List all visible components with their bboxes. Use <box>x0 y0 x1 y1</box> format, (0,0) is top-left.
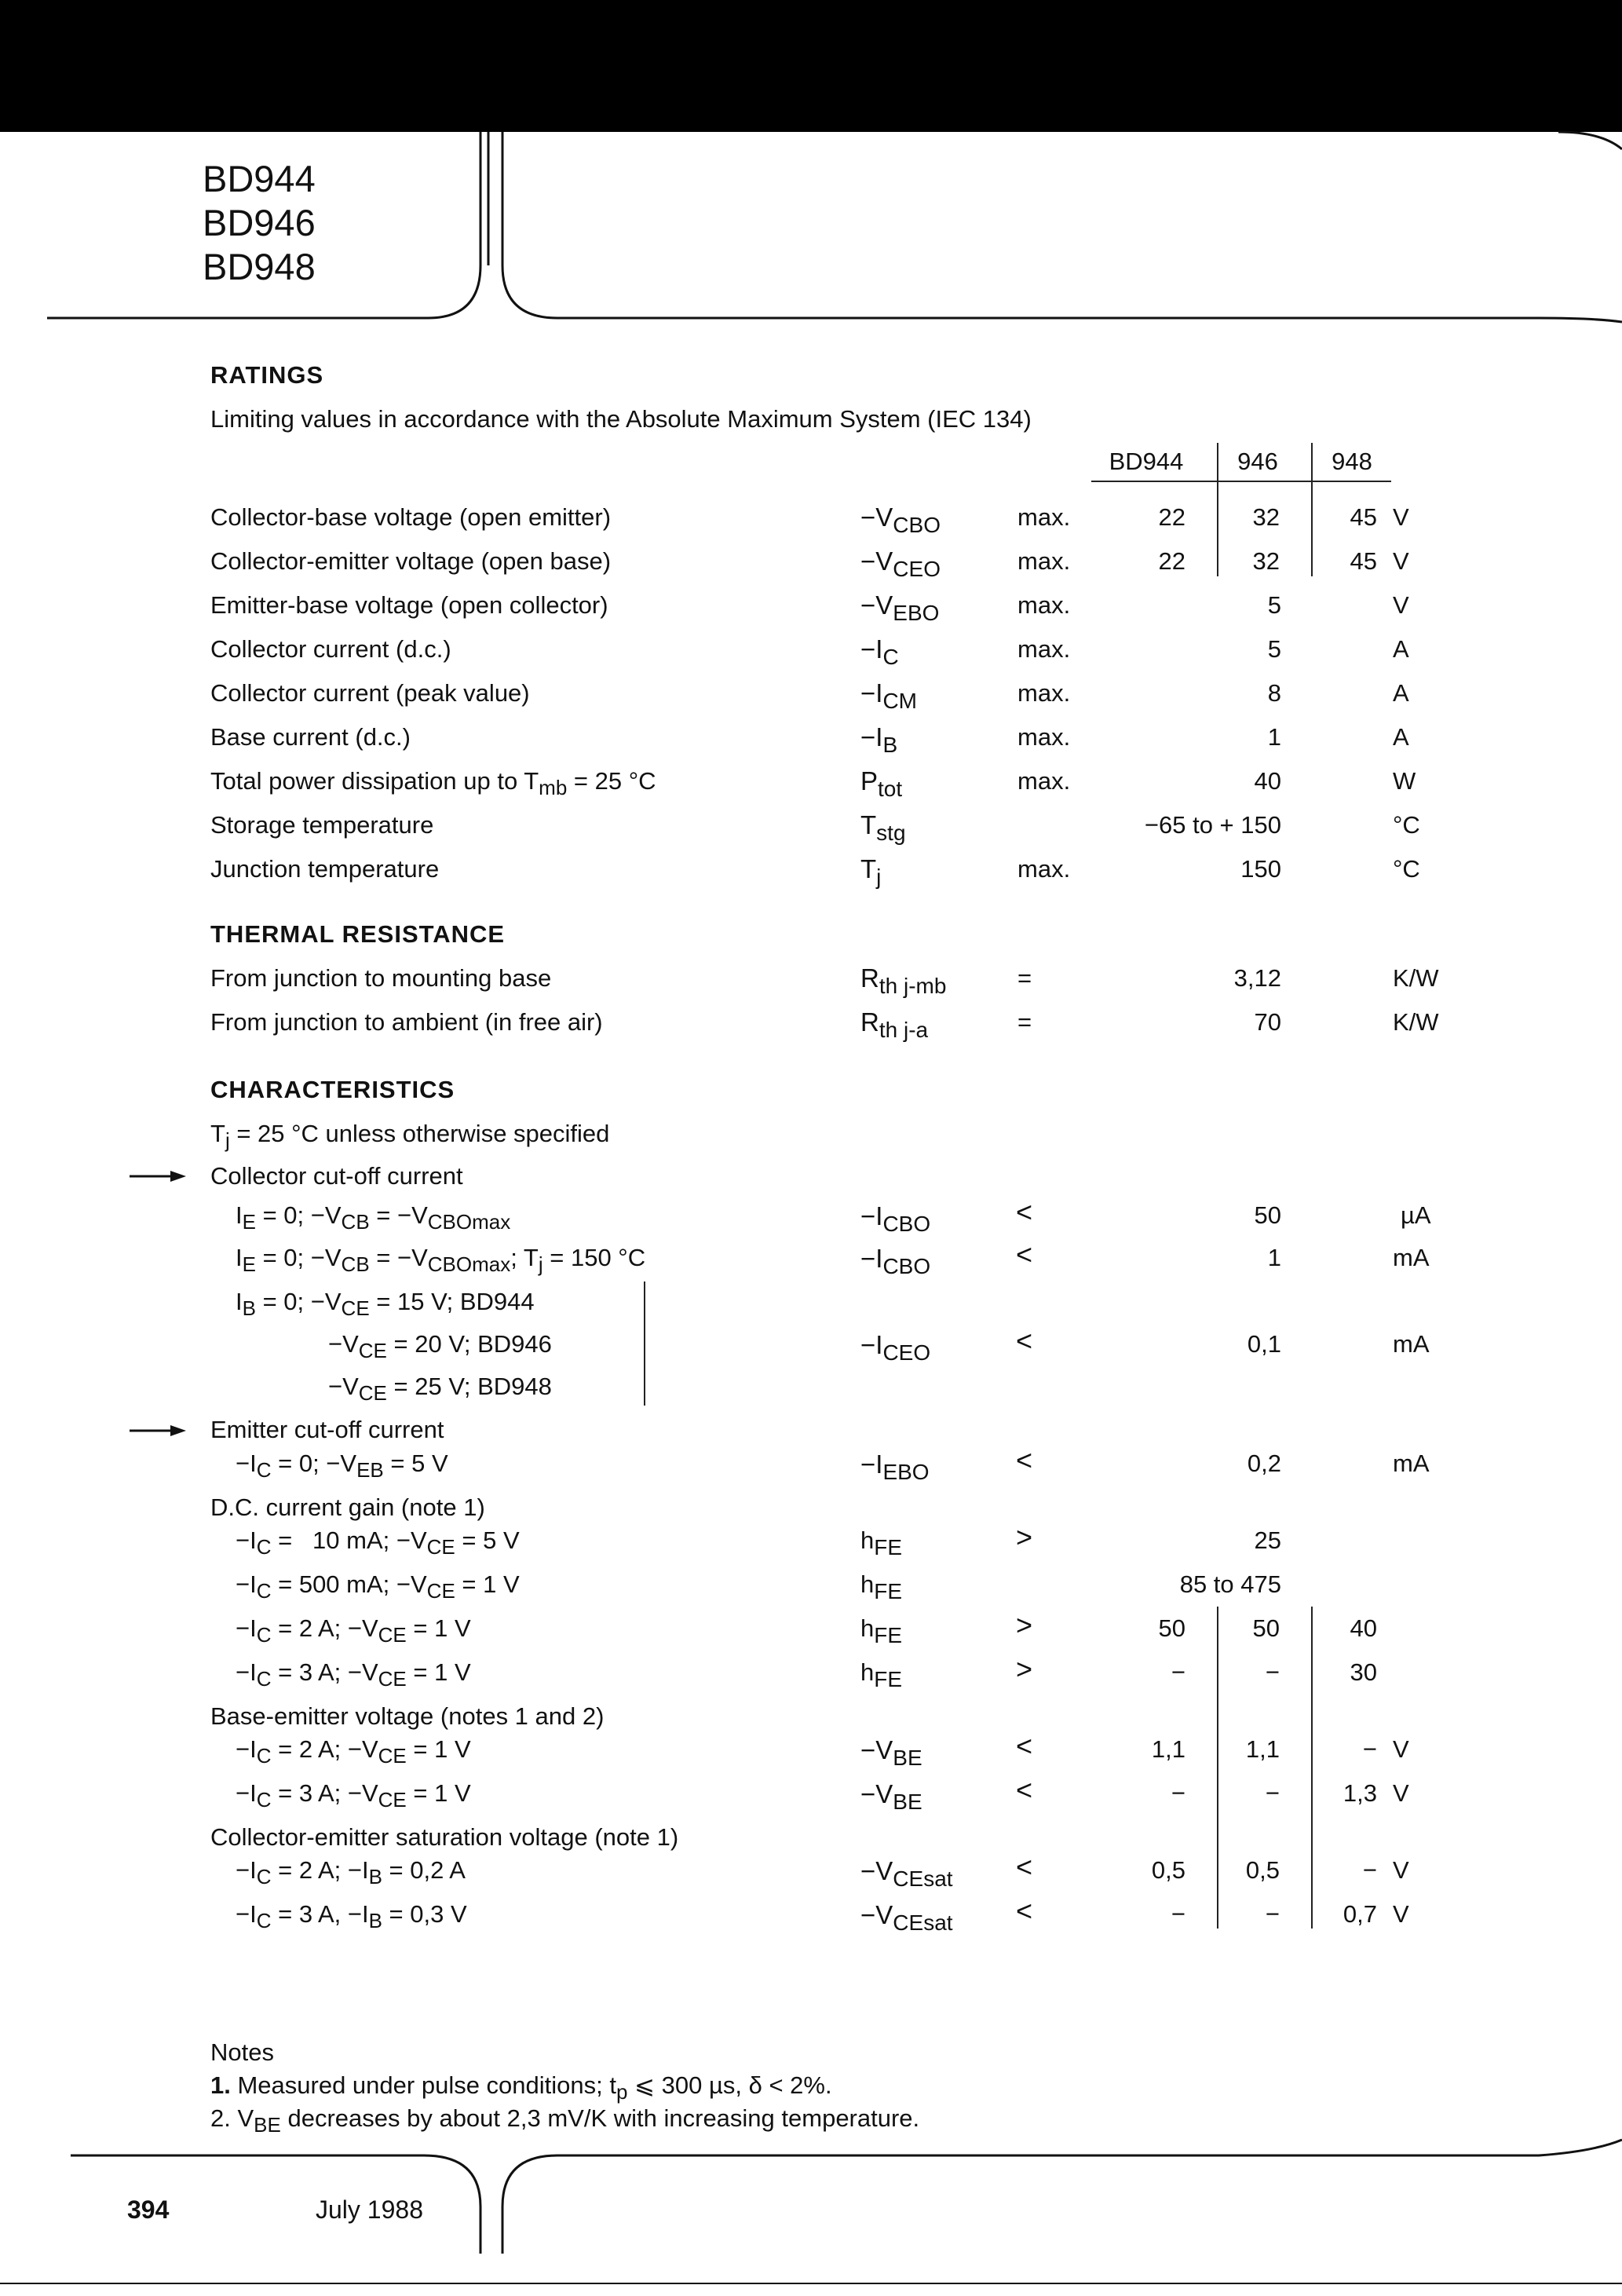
row-condition-text <box>236 1614 471 1647</box>
row-condition-text <box>236 1450 448 1482</box>
row-unit: °C <box>1393 855 1420 883</box>
row-condition-text <box>328 1373 552 1405</box>
value-bd946: 1,1 <box>1245 1735 1280 1763</box>
row-label: Collector-emitter voltage (open base) <box>210 547 612 575</box>
cond-sub: CE <box>378 1744 407 1768</box>
cond-part: = 0,3 V <box>382 1900 467 1928</box>
cond-part: = 500 mA; −V <box>271 1570 427 1598</box>
row-condition-text <box>236 1526 520 1559</box>
gain-title: D.C. current gain (note 1) <box>210 1493 485 1521</box>
row-symbol: −I <box>860 1201 883 1230</box>
row-label: Storage temperature <box>210 811 434 839</box>
row-symbol: −V <box>860 503 893 532</box>
cond-sub: C <box>256 1788 272 1812</box>
row-symbol-sub: B <box>882 733 898 757</box>
cond-part: −V <box>328 1330 359 1358</box>
cond-part: = 25 V; BD948 <box>386 1373 552 1400</box>
row-unit: µA <box>1401 1201 1431 1229</box>
row-value: 5 <box>1267 635 1281 663</box>
value-bd948: − <box>1362 1735 1377 1763</box>
value-bd948: 45 <box>1350 547 1377 575</box>
value-bd944: 22 <box>1158 547 1185 575</box>
value-bd944: 1,1 <box>1151 1735 1185 1763</box>
collector-cutoff-title: Collector cut-off current <box>210 1162 463 1190</box>
row-label: Collector current (peak value) <box>210 679 530 707</box>
cond-sub: CE <box>426 1535 455 1559</box>
row-symbol-sub: CBO <box>893 513 941 537</box>
cond-sub: j <box>538 1252 543 1276</box>
row-symbol-sub: FE <box>874 1667 903 1691</box>
cond-part: = 5 V <box>455 1526 520 1554</box>
cond-part: = 10 mA; −V <box>271 1526 427 1554</box>
row-unit: mA <box>1393 1330 1430 1358</box>
cond-sub: C <box>256 1458 272 1482</box>
ratings-intro: Limiting values in accordance with the Absolute Maximum System (IEC 134) <box>210 405 1032 433</box>
value-bd948: 1,3 <box>1343 1779 1377 1807</box>
row-condition: max. <box>1017 679 1071 707</box>
cond-part: = 1 V <box>455 1570 520 1598</box>
row-symbol-sub: EBO <box>893 601 940 625</box>
cond-sub: CB <box>341 1252 370 1276</box>
row-symbol-sub: CM <box>882 689 917 713</box>
row-symbol: h <box>860 1526 875 1554</box>
cond-part: −I <box>236 1658 257 1686</box>
value-bd948: 40 <box>1350 1614 1377 1642</box>
cond-part: = 3 A; −V <box>271 1658 378 1686</box>
row-value: 1 <box>1267 1244 1281 1271</box>
row-label: Collector-base voltage (open emitter) <box>210 503 612 531</box>
row-unit: V <box>1393 591 1409 619</box>
cond-part: = 20 V; BD946 <box>386 1330 552 1358</box>
column-bd944: BD944 <box>1109 448 1184 475</box>
row-symbol-sub: th j-mb <box>879 974 947 998</box>
row-symbol: −I <box>860 1450 883 1479</box>
cond-sub: CE <box>378 1623 407 1647</box>
cond-part: −I <box>236 1450 257 1477</box>
cond-part: I <box>236 1288 243 1315</box>
row-symbol: R <box>860 963 879 993</box>
row-value: 40 <box>1254 767 1281 795</box>
row-label <box>210 767 656 799</box>
row-symbol: −I <box>860 1244 883 1273</box>
cond-part: −I <box>236 1856 257 1884</box>
row-label: Collector current (d.c.) <box>210 635 451 663</box>
cond-part: = 5 V <box>383 1450 448 1477</box>
cond-sub: CB <box>341 1210 370 1234</box>
row-condition-text <box>236 1570 520 1603</box>
row-condition: max. <box>1017 767 1071 795</box>
row-unit: K/W <box>1393 1008 1439 1036</box>
row-symbol: −I <box>860 634 883 664</box>
row-symbol: h <box>860 1614 875 1642</box>
type-bd944: BD944 <box>203 158 316 199</box>
cond-part: = 2 A; −I <box>271 1856 369 1884</box>
cond-sub: C <box>256 1623 272 1647</box>
row-value: 3,12 <box>1233 964 1281 992</box>
row-condition-text <box>236 1856 466 1888</box>
value-bd944: 0,5 <box>1151 1856 1185 1884</box>
cond-sub: B <box>368 1865 382 1888</box>
row-condition-text <box>236 1735 471 1768</box>
row-condition: < <box>1016 1238 1033 1270</box>
row-unit: V <box>1393 1856 1409 1884</box>
cond-sub: CE <box>358 1381 387 1405</box>
emitter-cutoff-title: Emitter cut-off current <box>210 1416 444 1443</box>
row-symbol-sub: FE <box>874 1535 903 1559</box>
row-symbol-sub: CEsat <box>893 1866 953 1891</box>
cond-sub: C <box>256 1667 272 1691</box>
row-condition: < <box>1016 1895 1033 1927</box>
row-value: −65 to + 150 <box>1144 811 1281 839</box>
row-value: 70 <box>1254 1008 1281 1036</box>
row-symbol: P <box>860 766 879 795</box>
vbe-title: Base-emitter voltage (notes 1 and 2) <box>210 1702 605 1730</box>
row-symbol: −V <box>860 1779 893 1808</box>
row-symbol: −V <box>860 547 893 576</box>
cond-part: = 1 V <box>406 1779 471 1807</box>
cond-sub: CBOmax <box>427 1252 511 1276</box>
row-value: 0,1 <box>1247 1330 1281 1358</box>
row-symbol: h <box>860 1570 875 1598</box>
row-symbol-sub: C <box>882 645 899 669</box>
thermal-heading: THERMAL RESISTANCE <box>210 920 506 948</box>
value-bd944: − <box>1171 1658 1185 1686</box>
row-symbol: −V <box>860 590 893 620</box>
row-condition-text <box>236 1201 511 1234</box>
type-bd948: BD948 <box>203 246 316 287</box>
row-condition-text <box>328 1330 552 1362</box>
row-symbol: −V <box>860 1856 893 1885</box>
row-symbol: h <box>860 1658 875 1686</box>
row-condition: max. <box>1017 503 1071 531</box>
value-bd946: 50 <box>1252 1614 1280 1642</box>
row-unit: V <box>1393 503 1409 531</box>
note-text: V <box>230 2104 254 2132</box>
cond-sub: CE <box>358 1339 387 1362</box>
row-symbol-sub: CBO <box>882 1254 931 1278</box>
row-unit: A <box>1393 723 1409 751</box>
row-label: Base current (d.c.) <box>210 723 411 751</box>
row-condition-text <box>236 1244 646 1276</box>
row-symbol: R <box>860 1007 879 1036</box>
group-bracket <box>644 1281 645 1406</box>
type-bd946: BD946 <box>203 202 316 243</box>
cond-sub: CBOmax <box>427 1210 511 1234</box>
row-unit: V <box>1393 1735 1409 1763</box>
note-number: 1. <box>210 2071 231 2099</box>
tj-note-symbol: T <box>210 1120 225 1147</box>
row-symbol-sub: EBO <box>882 1460 930 1484</box>
value-bd946: − <box>1265 1900 1280 1928</box>
column-946: 946 <box>1237 448 1278 475</box>
cond-sub: E <box>242 1210 256 1234</box>
notes-title: Notes <box>210 2038 274 2066</box>
value-bd944: 22 <box>1158 503 1185 531</box>
row-label-end: = 25 °C <box>567 767 656 795</box>
row-unit: K/W <box>1393 964 1439 992</box>
row-unit: mA <box>1393 1450 1430 1477</box>
value-bd946: 0,5 <box>1245 1856 1280 1884</box>
note-sub: p <box>616 2080 628 2104</box>
row-unit: A <box>1393 635 1409 663</box>
value-bd948: 45 <box>1350 503 1377 531</box>
cond-part: −I <box>236 1526 257 1554</box>
cond-part: = 1 V <box>406 1735 471 1763</box>
characteristics-heading: CHARACTERISTICS <box>210 1076 455 1103</box>
value-bd948: − <box>1362 1856 1377 1884</box>
cond-part: = 150 °C <box>542 1244 646 1271</box>
row-symbol-sub: BE <box>893 1746 922 1770</box>
column-divider <box>1217 1607 1218 1929</box>
row-symbol-sub: CEO <box>893 557 941 581</box>
row-unit: °C <box>1393 811 1420 839</box>
row-symbol: T <box>860 810 877 839</box>
cond-part: = 0; −V <box>271 1450 357 1477</box>
cond-sub: C <box>256 1865 272 1888</box>
cond-sub: C <box>256 1579 272 1603</box>
row-condition: = <box>1017 964 1032 992</box>
row-symbol-sub: CBO <box>882 1212 931 1236</box>
change-marker-arrow-icon <box>130 1423 188 1439</box>
cond-part: ; T <box>510 1244 539 1271</box>
row-condition-text <box>236 1658 471 1691</box>
row-condition: = <box>1017 1008 1032 1036</box>
cond-part: = 3 A; −V <box>271 1779 378 1807</box>
cond-part: = 2 A; −V <box>271 1735 378 1763</box>
value-bd948: 30 <box>1350 1658 1377 1686</box>
row-label: From junction to mounting base <box>210 964 552 992</box>
row-unit: V <box>1393 547 1409 575</box>
cond-sub: CE <box>341 1296 370 1320</box>
column-header-rule <box>1091 481 1391 482</box>
page-number: 394 <box>127 2195 170 2224</box>
value-bd946: 32 <box>1252 503 1280 531</box>
cond-part: = 15 V; BD944 <box>369 1288 535 1315</box>
cond-part: = −V <box>369 1244 428 1271</box>
row-symbol-sub: CEO <box>882 1340 931 1365</box>
type-numbers <box>203 157 316 289</box>
row-symbol: T <box>860 854 877 883</box>
cond-part: −I <box>236 1735 257 1763</box>
tj-note-sub: j <box>225 1128 230 1152</box>
cond-part: −I <box>236 1900 257 1928</box>
note-text: Measured under pulse conditions; t <box>230 2071 616 2099</box>
row-condition: < <box>1016 1444 1033 1476</box>
row-symbol-sub: FE <box>874 1623 903 1647</box>
row-unit: V <box>1393 1900 1409 1928</box>
row-symbol-sub: BE <box>893 1790 922 1814</box>
row-label-sub: mb <box>539 776 568 799</box>
row-symbol: −I <box>860 722 883 751</box>
column-divider <box>1311 1607 1313 1929</box>
value-bd948: 0,7 <box>1343 1900 1377 1928</box>
row-value: 25 <box>1254 1526 1281 1554</box>
value-bd944: − <box>1171 1779 1185 1807</box>
row-symbol-sub: CEsat <box>893 1910 953 1935</box>
cond-part: −V <box>328 1373 359 1400</box>
row-unit: W <box>1393 767 1416 795</box>
note-1 <box>210 2071 832 2104</box>
cond-part: = 1 V <box>406 1614 471 1642</box>
cond-sub: B <box>242 1296 256 1320</box>
row-symbol-sub: FE <box>874 1579 903 1603</box>
row-symbol: −V <box>860 1735 893 1764</box>
row-condition-text <box>236 1288 535 1320</box>
row-label: From junction to ambient (in free air) <box>210 1008 603 1036</box>
row-label: Emitter-base voltage (open collector) <box>210 591 608 619</box>
tj-note <box>210 1120 610 1152</box>
row-symbol: −I <box>860 678 883 707</box>
cond-part: −I <box>236 1614 257 1642</box>
row-condition: > <box>1016 1653 1033 1685</box>
cond-part: = 2 A; −V <box>271 1614 378 1642</box>
cond-part: = 0; −V <box>255 1244 342 1271</box>
row-condition: > <box>1016 1609 1033 1641</box>
row-value: 85 to 475 <box>1179 1570 1281 1598</box>
row-condition: < <box>1016 1325 1033 1357</box>
row-value: 50 <box>1254 1201 1281 1229</box>
row-symbol-sub: th j-a <box>879 1018 929 1042</box>
value-bd944: − <box>1171 1900 1185 1928</box>
cond-part: −I <box>236 1779 257 1807</box>
value-bd944: 50 <box>1158 1614 1185 1642</box>
note-text: ⩽ 300 µs, δ < 2%. <box>627 2071 832 2099</box>
row-condition: > <box>1016 1521 1033 1553</box>
row-label: Junction temperature <box>210 855 440 883</box>
row-condition: < <box>1016 1851 1033 1883</box>
change-marker-arrow-icon <box>130 1168 188 1184</box>
row-condition: max. <box>1017 723 1071 751</box>
cond-part: = 0; −V <box>255 1201 342 1229</box>
cond-part: = 1 V <box>406 1658 471 1686</box>
row-value: 5 <box>1267 591 1281 619</box>
cond-part: = 0,2 A <box>382 1856 466 1884</box>
row-condition: max. <box>1017 591 1071 619</box>
row-unit: V <box>1393 1779 1409 1807</box>
cond-sub: EB <box>356 1458 384 1482</box>
row-value: 150 <box>1240 855 1281 883</box>
cond-sub: CE <box>378 1788 407 1812</box>
publication-date: July 1988 <box>316 2195 423 2224</box>
row-symbol-sub: tot <box>878 777 903 801</box>
row-condition-text <box>236 1900 467 1932</box>
ratings-heading: RATINGS <box>210 361 324 389</box>
cond-part: I <box>236 1244 243 1271</box>
cond-part: = 0; −V <box>255 1288 342 1315</box>
cond-part: = −V <box>369 1201 428 1229</box>
row-symbol: −I <box>860 1330 883 1359</box>
column-948: 948 <box>1332 448 1372 475</box>
cond-sub: E <box>242 1252 256 1276</box>
row-condition: max. <box>1017 855 1071 883</box>
cond-part: I <box>236 1201 243 1229</box>
cond-sub: CE <box>378 1667 407 1691</box>
row-value: 1 <box>1267 723 1281 751</box>
cond-part: −I <box>236 1570 257 1598</box>
row-condition: max. <box>1017 635 1071 663</box>
row-symbol: −V <box>860 1900 893 1929</box>
row-symbol-sub: j <box>876 865 882 889</box>
row-label-text: Total power dissipation up to T <box>210 767 539 795</box>
note-sub: BE <box>254 2113 281 2137</box>
tj-note-text: = 25 °C unless otherwise specified <box>229 1120 610 1147</box>
cond-sub: CE <box>426 1579 455 1603</box>
value-bd946: 32 <box>1252 547 1280 575</box>
row-condition: < <box>1016 1730 1033 1762</box>
row-condition-text <box>236 1779 471 1812</box>
row-condition: max. <box>1017 547 1071 575</box>
row-unit: A <box>1393 679 1409 707</box>
row-condition: < <box>1016 1774 1033 1806</box>
note-text: decreases by about 2,3 mV/K with increasing temperature. <box>280 2104 920 2132</box>
value-bd946: − <box>1265 1658 1280 1686</box>
cond-sub: C <box>256 1535 272 1559</box>
row-value: 0,2 <box>1247 1450 1281 1477</box>
cond-sub: C <box>256 1909 272 1932</box>
row-unit: mA <box>1393 1244 1430 1271</box>
row-symbol-sub: stg <box>876 821 906 845</box>
vcesat-title: Collector-emitter saturation voltage (note 1) <box>210 1823 679 1851</box>
note-2 <box>210 2104 920 2137</box>
cond-sub: C <box>256 1744 272 1768</box>
row-condition: < <box>1016 1196 1033 1228</box>
note-number: 2. <box>210 2104 231 2132</box>
cond-part: = 3 A, −I <box>271 1900 369 1928</box>
cond-sub: B <box>368 1909 382 1932</box>
value-bd946: − <box>1265 1779 1280 1807</box>
row-value: 8 <box>1267 679 1281 707</box>
